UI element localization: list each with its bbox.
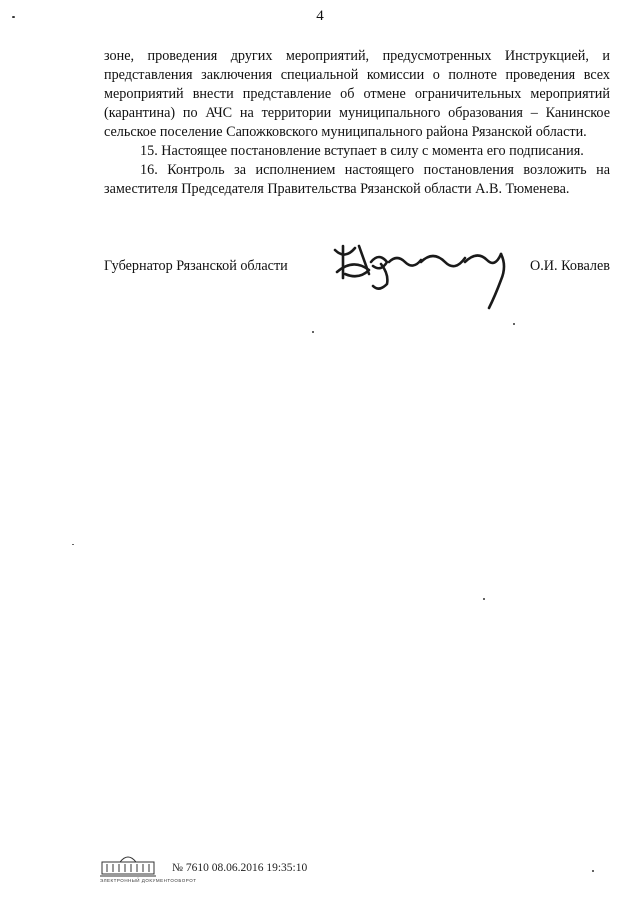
signer-title: Губернатор Рязанской области — [104, 258, 288, 274]
paragraph-continuation: зоне, проведения других мероприятий, предусмотренных Инструкцией, и представления заключения специальной комиссии о полноте проведения всех мероприятий внести представление об отмене ограничительных мероприятий (карантина) по АЧС на территории муниципального образования – Канинское сельское поселение Сапожковского муниципального района Рязанской области. — [104, 48, 610, 140]
signer-name: О.И. Ковалев — [530, 258, 610, 274]
document-registration-stamp: № 7610 08.06.2016 19:35:10 — [172, 862, 308, 874]
page-number: 4 — [316, 8, 324, 24]
scan-speck — [72, 544, 74, 545]
footer — [98, 852, 518, 886]
signature-block — [104, 240, 610, 320]
paragraph-16: 16. Контроль за исполнением настоящего постановления возложить на заместителя Председателя Правительства Рязанской области А.В. Тюменева. — [104, 162, 610, 197]
scan-speck — [12, 16, 15, 18]
handwritten-signature — [329, 240, 519, 310]
scan-speck — [483, 598, 485, 600]
scan-speck — [513, 323, 515, 325]
scan-speck — [592, 870, 594, 872]
scan-speck — [312, 331, 314, 333]
logo-caption: ЭЛЕКТРОННЫЙ ДОКУМЕНТООБОРОТ — [100, 878, 197, 883]
document-body — [104, 47, 610, 199]
paragraph-15: 15. Настоящее постановление вступает в силу с момента его подписания. — [140, 143, 584, 159]
